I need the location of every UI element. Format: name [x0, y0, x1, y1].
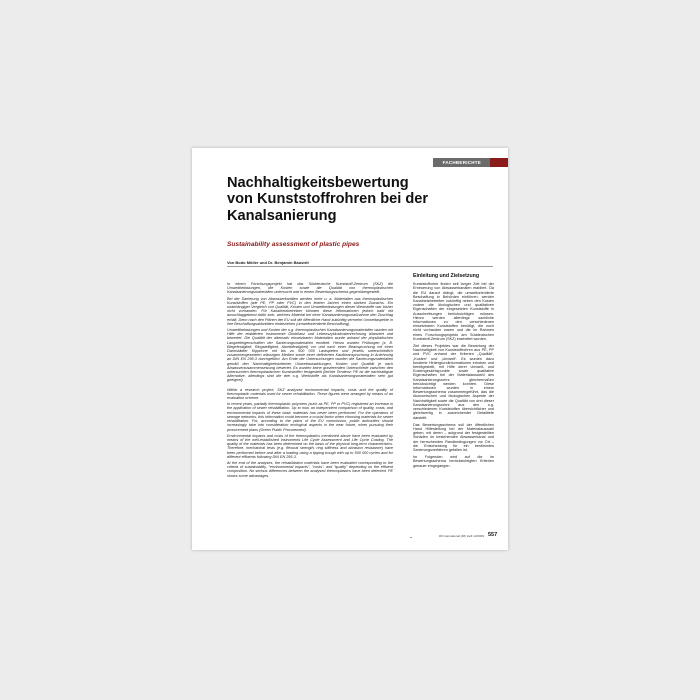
abstract-de-paragraph: In einem Forschungsprojekt hat das Süddeutsche Kunststoff-Zentrum (SKZ) die Umweltbelastungen, die Kosten sowie die Qualität von thermoplastischen Kanalsanierungsmaterialien untersucht und in einem Bewertungsschema gegenübergestellt.	[227, 282, 393, 295]
body-column	[413, 274, 494, 471]
abstract-en-paragraph: Within a research project, SKZ analysed environmental impacts, costs and the quality of thermoplastic materials used for sewer rehabilitation. These figures were arranged by means of an evaluation scheme.	[227, 387, 393, 401]
article-authors: Von Bodo Möller und Dr. Benjamin Baustrit	[227, 260, 309, 265]
document-page	[192, 148, 508, 550]
abstract	[227, 282, 393, 480]
abstract-de-paragraph: Bei der Sanierung von Abwasserkanälen werden mehr u. a. Materialien aus thermoplastischen Kunststoffen (wie PE, PP oder PVC) in den letzten Jahren einen starken Zuwachs. Ein unabhängiger Vergleich von Qualität, Kosten und Umweltbelastungen dieser Werkstoffe war bisher nicht vorhanden. Für Kanalnetzbetreiber könnten diese Informationen jedoch bald mit ausschlaggebend dafür sein, welches Material bei einer Kanalsanierungsmaßnahme den Zuschlag erhält. Denn nach den Plänen der EU soll die öffentliche Hand zukünftig vermehrt Umweltaspekte in ihre Beschaffungsaktivitäten einbeziehen (umweltorientierte Beschaffung).	[227, 296, 393, 326]
header-divider	[227, 266, 493, 267]
title-line-2: von Kunststoffrohren bei der	[227, 191, 429, 208]
body-paragraph: Ziel dieses Projektes war die Bewertung der Nachhaltigkeit von Kunststoffrohren aus PE, PP und PVC anhand der Kriterien „Qualität“, „Kosten“ und „Umwelt“. Es wurden dazu fundierte Hintergrundinformationen erhoben und bereitgestellt, mit Hilfe derer Umwelt- und Kostengesichtspunkte sowie qualitative Eigenschaften bei der Materialauswahl des Kanalsanierungsrohrs gleichermaßen berücksichtigt werden konnten. Diese Informationen wurden in einem Bewertungsschema zusammengeführt, das die ökonomischen und ökologischen Aspekte der Nachhaltigkeit sowie die Qualität von drei dieser Kanalsanierungsrohre aus den o.g. verschiedenen Kunststoffen übersichtlicher und gleichwertig in ausreichender Detailtiefe darstellt.	[413, 344, 494, 420]
journal-reference: 3R international (48) Heft 10/2009	[412, 534, 486, 538]
body-paragraph: Das Bewertungsschema soll der öffentlichen Hand Hilfestellung bei der Materialauswahl geben, mit deren – aufgrund der festgestellten Schäden im bestehenden Abwasserkanal und der herrschenden Randbedingungen vor Ort – die Entscheidung für ein bestimmtes Sanierungsverfahren gefallen ist.	[413, 422, 494, 452]
section-accent-swatch	[490, 158, 508, 167]
body-paragraph: Im Folgenden wird auf die im Bewertungsschema berücksichtigten Kriterien genauer eingegangen.	[413, 455, 494, 468]
article-title	[227, 175, 497, 224]
section-heading: Einleitung und Zielsetzung	[413, 273, 479, 279]
abstract-en-paragraph: In recent years, partially thermoplastic polymers (such as PE, PP or PVC) registered an increase in the application of sewer rehabilitation. Up to now, an independent comparison of quality, costs, and environmental impacts of these basic materials has never been performed. For the operators of sewage networks, this information could become a crucial factor when choosing materials for sewer rehabilitation. For, according to the plans of the EU commission, public authorities should increasingly take into consideration ecological aspects in the near future, when pursuing their procurement plans (Green Public Procurement).	[227, 402, 393, 432]
abstract-en-paragraph: Environmental impacts and costs of the thermoplastics mentioned above have been evaluated by means of the well-established instruments Life Cycle Assessment and Life Cycle Costing. The quality of the materials has been determined on the basis of the physical long-term characteristics. Therefore, mechanical tests (e.g. flexural strength, ring stiffness and abrasion resistance) have been performed before and after a loading using a tipping trough with up to 500 000 cycles and for different effluents following DIN EN 295-3.	[227, 433, 393, 459]
title-line-3: Kanalsanierung	[227, 207, 337, 224]
article-subtitle: Sustainability assessment of plastic pipes	[227, 241, 360, 248]
section-tag: FACHBERICHTE	[433, 158, 490, 167]
title-line-1: Nachhaltigkeitsbewertung	[227, 175, 409, 191]
page-number: 557	[488, 532, 498, 538]
abstract-en-paragraph: At the end of the analyses, the rehabilitation materials have been evaluated corresponding to the criteria of sustainability, "environmental impacts", "costs", and "quality" depending on the effluent composition. No serious differences between the analysed thermoplastics have been detected. PE shows some advantages.	[227, 460, 393, 478]
section-tag-bar	[433, 158, 508, 167]
body-paragraph: Kunststoffrohre finden seit langer Zeit bei der Erneuerung von Abwasserkanälen etabliert. Da die EU darauf drängt, die umweltorientierte Beschaffung in Behörden einführen, werden Kanalnetzbetreiber zukünftig neben den Kosten zudem die ökologischen und qualitativen Eigenschaften der eingesetzten Kunststoffe in Ausschreibungen berücksichtigen müssen. Hierzu werden allerdings sachliche Informationen zu den verschiedenen einsetzbaren Kunststoffen benötigt, die noch nicht vorhanden waren und die im Rahmen eines Forschungsprojekts am Süddeutschen Kunststoff-Zentrum (SKZ) erarbeitet wurden.	[413, 282, 494, 341]
abstract-de-paragraph: Umweltbelastungen und Kosten der o.g. thermoplastischen Kanalsanierungsmaterialien wurden mit Hilfe der etablierten Instrumente Ökobilanz und Lebenszykluskostenrechnung bilanziert und bewertet. Die Qualität der alternativ einsetzbaren Materialien wurde anhand der physikalischen Langzeiteigenschaften der Sanierungsmaterialien ermittelt. Hierzu wurden Prüfungen (z. B. Biegefestigkeit, Ringsteifigkeit, Abriebfestigkeit) vor und nach einer Beanspruchung mit einer Darmstädter Kipprinne mit bis zu 500 000 Lastspielen und jeweils unterschiedlich zusammengesetzten wässrigen Medien sowie einer definierten Kaufbeanspruchung in Anlehnung an DIN EN 295-3 durchgeführt. Am Ende der Untersuchungen wurden die Sanierungsmaterialien gemäß den Nachhaltigkeitskriterien Umweltauswirkungen, Kosten und Qualität je nach Abwasserzusammensetzung bewertet. Es wurden keine gravierenden Unterschiede zwischen den untersuchten thermoplastischen Kunststoffen festgestellt (leichte Tendenz: PE ist die nachhaltigste Alternative, allerdings sind die drei o.g. Werkstoffe als Kanalsanierungsmaterialien sehr gut geeignet).	[227, 328, 393, 383]
